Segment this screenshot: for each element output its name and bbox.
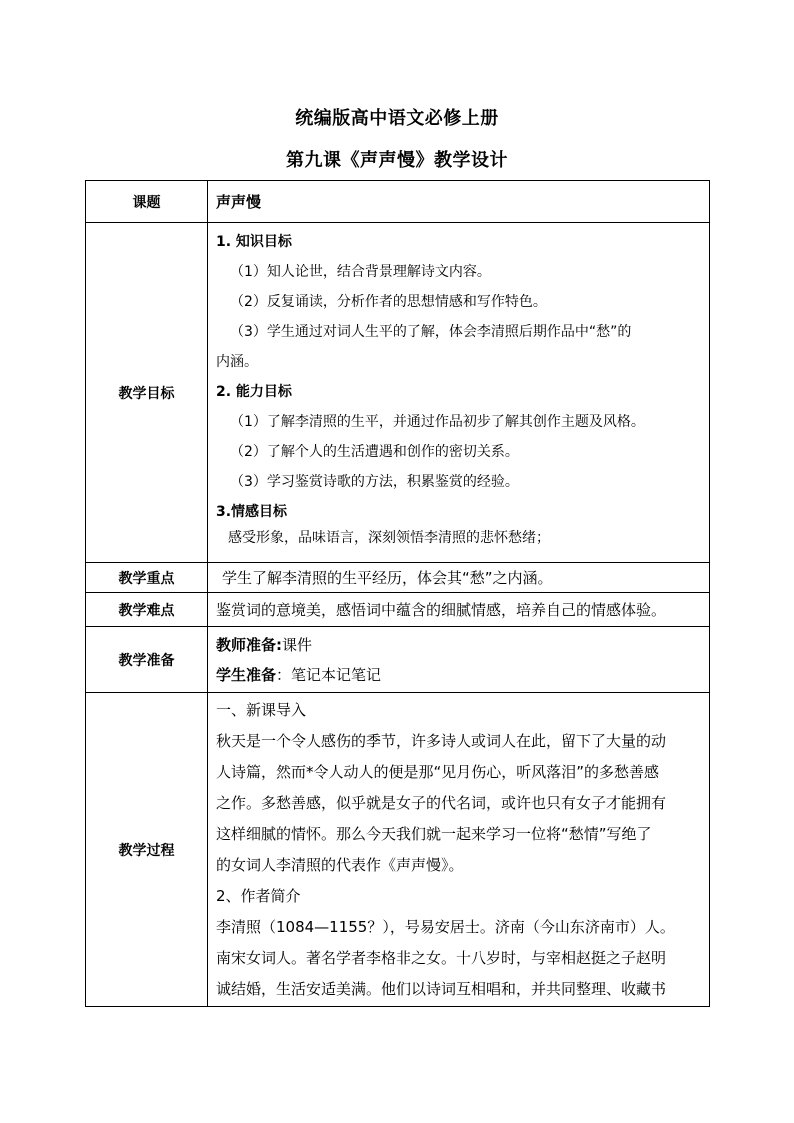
paragraph-line: 的女词人李清照的代表作《声声慢》。 xyxy=(216,856,464,874)
value-topic: 声声慢 xyxy=(216,193,262,211)
knowledge-item: （1）知人论世，结合背景理解诗文内容。 xyxy=(230,264,491,280)
label-objectives: 教学目标 xyxy=(86,223,208,563)
emotion-item: 感受形象，品味语言，深刻领悟李清照的悲怀愁绪； xyxy=(228,530,550,546)
heading-knowledge: 1. 知识目标 xyxy=(216,234,292,250)
label-topic: 课题 xyxy=(86,181,208,223)
document-title: 统编版高中语文必修上册 xyxy=(295,108,499,129)
label-difficulties: 教学难点 xyxy=(86,593,208,627)
section-heading: 2、作者简介 xyxy=(216,887,301,905)
ability-item: （1）了解李清照的生平，并通过作品初步了解其创作主题及风格。 xyxy=(230,414,645,430)
paragraph-line: 之作。多愁善感，似乎就是女子的代名词，或许也只有女子才能拥有 xyxy=(216,794,667,812)
teacher-prep-label: 教师准备: xyxy=(216,635,282,654)
label-process: 教学过程 xyxy=(86,693,208,1007)
knowledge-item: （3）学生通过对词人生平的了解，体会李清照后期作品中“愁”的 xyxy=(230,324,632,340)
paragraph-line: 南宋女词人。著名学者李格非之女。十八岁时，与宰相赵挺之子赵明 xyxy=(216,949,667,967)
knowledge-item-cont: 内涵。 xyxy=(216,354,258,370)
row-topic xyxy=(86,181,710,223)
label-preparation: 教学准备 xyxy=(86,627,208,693)
paragraph-line: 这样细腻的情怀。那么今天我们就一起来学习一位将“愁情”写绝了 xyxy=(216,825,652,843)
row-objectives xyxy=(86,223,710,563)
document-subtitle: 第九课《声声慢》教学设计 xyxy=(286,150,508,171)
ability-item: （3）学习鉴赏诗歌的方法，积累鉴赏的经验。 xyxy=(230,474,519,490)
teacher-prep-value: 课件 xyxy=(282,635,313,654)
paragraph-line: 人诗篇，然而*令人动人的便是那“见月伤心，听风落泪”的多愁善感 xyxy=(216,763,660,781)
row-process xyxy=(86,693,710,1007)
row-key-points xyxy=(86,563,710,593)
student-prep-value: ：笔记本记笔记 xyxy=(276,665,382,684)
heading-ability: 2. 能力目标 xyxy=(216,384,292,400)
section-heading: 一、新课导入 xyxy=(216,701,307,719)
student-prep-label: 学生准备 xyxy=(216,665,277,684)
paragraph-line: 秋天是一个令人感伤的季节，许多诗人或词人在此，留下了大量的动 xyxy=(216,732,667,750)
paragraph-line: 诚结婚，生活安适美满。他们以诗词互相唱和，并共同整理、收藏书 xyxy=(216,980,667,998)
row-difficulties xyxy=(86,593,710,627)
value-difficulties: 鉴赏词的意境美，感悟词中蕴含的细腻情感，培养自己的情感体验。 xyxy=(216,601,667,619)
label-key-points: 教学重点 xyxy=(86,563,208,593)
ability-item: （2）了解个人的生活遭遇和创作的密切关系。 xyxy=(230,444,519,460)
knowledge-item: （2）反复诵读，分析作者的思想情感和写作特色。 xyxy=(230,294,547,310)
row-preparation xyxy=(86,627,710,693)
heading-emotion: 3.情感目标 xyxy=(216,504,288,520)
value-key-points: 学生了解李清照的生平经历，体会其“愁”之内涵。 xyxy=(222,569,553,587)
paragraph-line: 李清照（1084—1155？），号易安居士。济南（今山东济南市）人。 xyxy=(216,918,675,936)
lesson-plan-table xyxy=(85,180,710,1007)
